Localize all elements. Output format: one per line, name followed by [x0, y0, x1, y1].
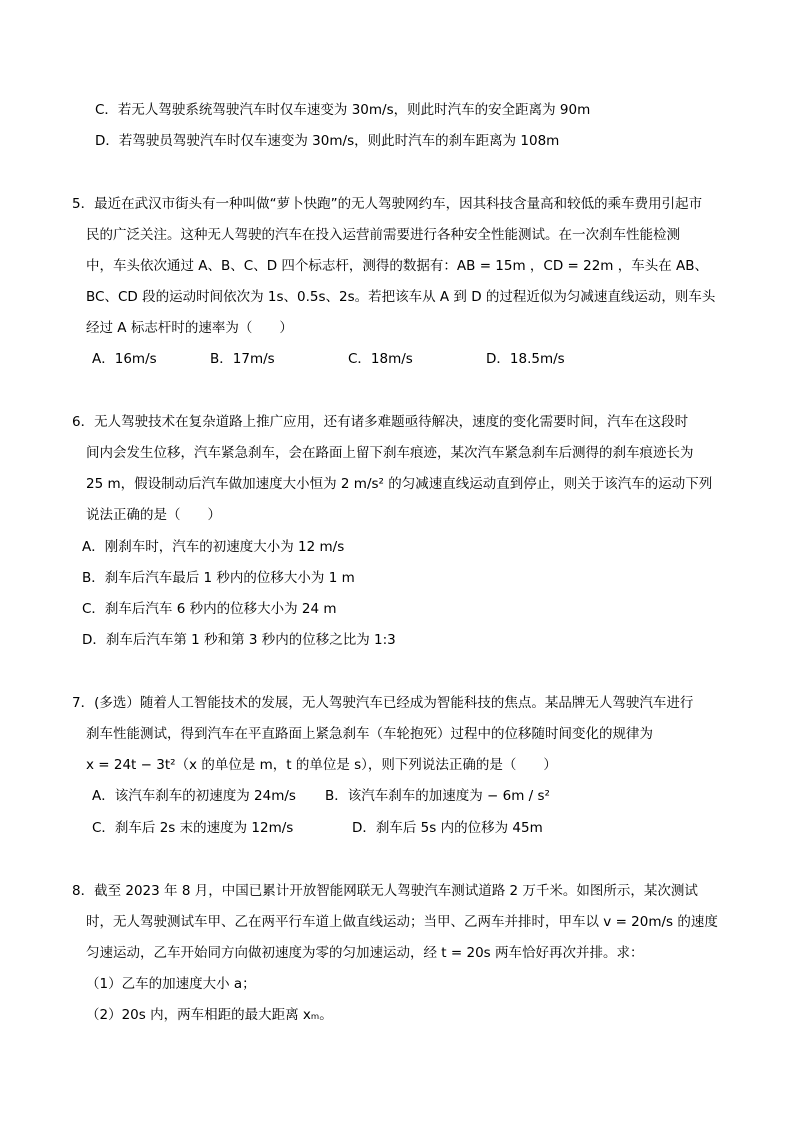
q6-stem-line-2: 间内会发生位移，汽车紧急刹车，会在路面上留下刹车痕迹，某次汽车紧急刹车后测得的刹车痕迹长为 [86, 445, 694, 461]
q5-option-a: A．16m/s [92, 351, 157, 367]
q5-stem-line-5: 经过 A 标志杆时的速率为（ ） [86, 320, 293, 336]
q7-option-d: D．刹车后 5s 内的位移为 45m [352, 820, 543, 836]
q5-options [0, 349, 794, 369]
q6-stem-line-4: 说法正确的是（ ） [86, 507, 221, 523]
q7-options-row-2 [0, 818, 794, 838]
q7-stem-line-3: x = 24t − 3t²（x 的单位是 m，t 的单位是 s），则下列说法正确的是（ ） [86, 757, 557, 773]
q6-option-c: C．刹车后汽车 6 秒内的位移大小为 24 m [82, 601, 337, 617]
q8-stem-line-2: 时，无人驾驶测试车甲、乙在两平行车道上做直线运动；当甲、乙两车并排时，甲车以 v = 20m/s 的速度 [86, 914, 718, 930]
q5-option-d: D．18.5m/s [486, 351, 565, 367]
q6-option-d: D．刹车后汽车第 1 秒和第 3 秒内的位移之比为 1:3 [82, 632, 396, 648]
q5-stem-line-3: 中，车头依次通过 A、B、C、D 四个标志杆，测得的数据有：AB = 15m ，CD = 22m ，车头在 AB、 [86, 258, 709, 274]
q8-stem-line-3: 匀速运动，乙车开始同方向做初速度为零的匀加速运动，经 t = 20s 两车恰好再次并排。求： [86, 945, 644, 961]
q8-subquestion-1: （1）乙车的加速度大小 a； [86, 976, 256, 992]
q7-option-a: A．该汽车刹车的初速度为 24m/s [92, 788, 296, 804]
q6-option-b: B．刹车后汽车最后 1 秒内的位移大小为 1 m [82, 570, 355, 586]
q6-option-a: A．刚刹车时，汽车的初速度大小为 12 m/s [82, 539, 345, 555]
q7-option-c: C．刹车后 2s 末的速度为 12m/s [92, 820, 294, 836]
q5-stem-line-2: 民的广泛关注。这种无人驾驶的汽车在投入运营前需要进行各种安全性能测试。在一次刹车性能检测 [86, 227, 680, 243]
q5-option-b: B．17m/s [210, 351, 275, 367]
q8-subquestion-2: （2）20s 内，两车相距的最大距离 xₘ。 [86, 1007, 333, 1023]
q7-stem-line-1: 7．(多选）随着人工智能技术的发展，无人驾驶汽车已经成为智能科技的焦点。某品牌无人驾驶汽车进行 [72, 695, 694, 711]
q5-option-c: C．18m/s [348, 351, 413, 367]
q4-option-c: C．若无人驾驶系统驾驶汽车时仅车速变为 30m/s，则此时汽车的安全距离为 90m [95, 102, 591, 118]
q7-option-b: B．该汽车刹车的加速度为 − 6m / s² [325, 788, 550, 804]
q7-options-row-1 [0, 786, 794, 806]
q8-stem-line-1: 8．截至 2023 年 8 月，中国已累计开放智能网联无人驾驶汽车测试道路 2 万千米。如图所示，某次测试 [72, 883, 698, 899]
q5-stem-line-4: BC、CD 段的运动时间依次为 1s、0.5s、2s。若把该车从 A 到 D 的过程近似为匀减速直线运动，则车头 [86, 289, 716, 305]
q5-stem-line-1: 5．最近在武汉市街头有一种叫做“萝卜快跑”的无人驾驶网约车，因其科技含量高和较低的乘车费用引起市 [72, 196, 703, 212]
q4-option-d: D．若驾驶员驾驶汽车时仅车速变为 30m/s，则此时汽车的刹车距离为 108m [95, 133, 560, 149]
q6-stem-line-1: 6．无人驾驶技术在复杂道路上推广应用，还有诸多难题亟待解决，速度的变化需要时间，汽车在这段时 [72, 414, 689, 430]
q7-stem-line-2: 刹车性能测试，得到汽车在平直路面上紧急刹车（车轮抱死）过程中的位移随时间变化的规律为 [86, 726, 653, 742]
q6-stem-line-3: 25 m，假设制动后汽车做加速度大小恒为 2 m/s² 的匀减速直线运动直到停止，则关于该汽车的运动下列 [86, 476, 713, 492]
